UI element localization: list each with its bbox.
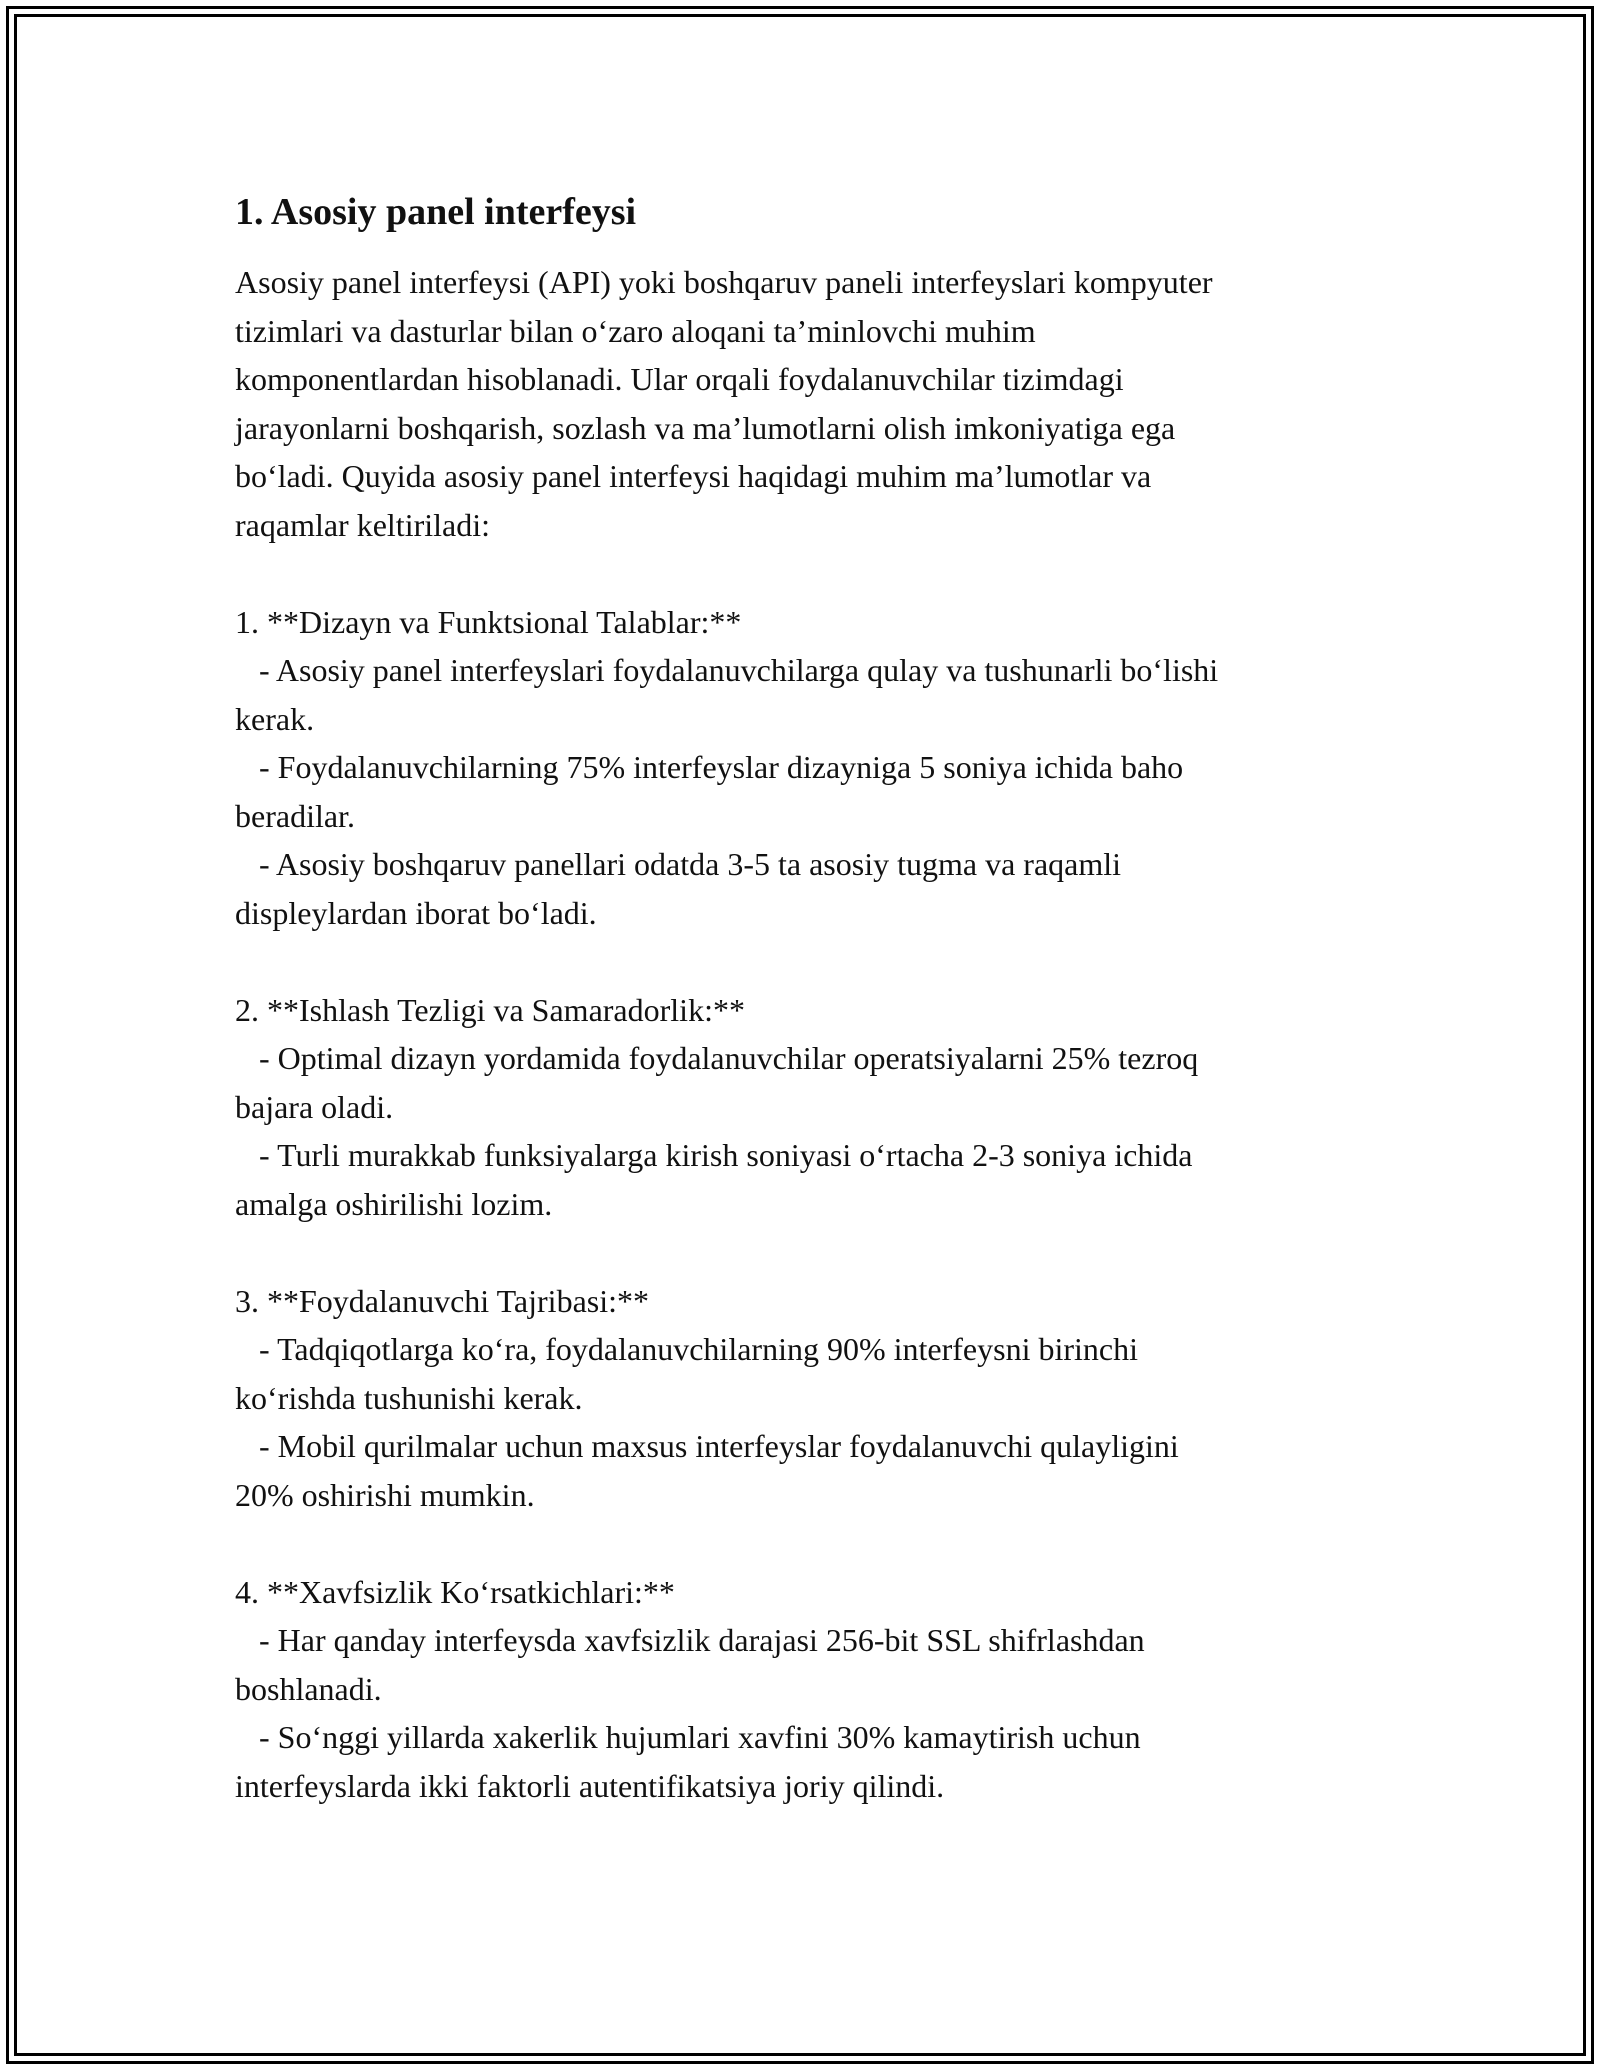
intro-line: bo‘ladi. Quyida asosiy panel interfeysi haqidagi muhim ma’lumotlar va <box>235 458 1152 494</box>
intro-line: tizimlari va dasturlar bilan o‘zaro aloqani ta’minlovchi muhim <box>235 312 1036 349</box>
section-heading: 2. **Ishlash Tezligi va Samaradorlik:** <box>235 991 745 1028</box>
section-heading: 4. **Xavfsizlik Ko‘rsatkichlari:** <box>235 1573 675 1610</box>
document-body <box>235 188 1375 1810</box>
section-line: - Foydalanuvchilarning 75% interfeyslar dizayniga 5 soniya ichida baho <box>235 749 1184 785</box>
section-line: bajara oladi. <box>235 1088 394 1125</box>
intro-line: raqamlar keltiriladi: <box>235 506 490 543</box>
section-user-experience <box>235 1277 1375 1520</box>
intro-line: Asosiy panel interfeysi (API) yoki boshqaruv paneli interfeyslari kompyuter <box>235 264 1213 300</box>
section-line: 20% oshirishi mumkin. <box>235 1476 535 1513</box>
section-line: ko‘rishda tushunishi kerak. <box>235 1379 583 1416</box>
section-line: - Asosiy panel interfeyslari foydalanuvchilarga qulay va tushunarli bo‘lishi <box>235 652 1219 688</box>
spacer <box>235 937 1375 986</box>
section-line: - So‘nggi yillarda xakerlik hujumlari xavfini 30% kamaytirish uchun <box>235 1719 1141 1755</box>
section-design-requirements <box>235 598 1375 938</box>
section-line: amalga oshirilishi lozim. <box>235 1185 553 1222</box>
section-line: - Tadqiqotlarga ko‘ra, foydalanuvchilarning 90% interfeysni birinchi <box>235 1331 1138 1367</box>
spacer <box>235 1228 1375 1277</box>
intro-line: komponentlardan hisoblanadi. Ular orqali foydalanuvchilar tizimdagi <box>235 361 1124 397</box>
intro-line: jarayonlarni boshqarish, sozlash va ma’lumotlarni olish imkoniyatiga ega <box>235 409 1176 446</box>
section-line: - Har qanday interfeysda xavfsizlik darajasi 256-bit SSL shifrlashdan <box>235 1622 1145 1658</box>
section-line: displeylardan iborat bo‘ladi. <box>235 894 597 931</box>
intro-paragraph <box>235 258 1375 549</box>
section-line: boshlanadi. <box>235 1670 382 1707</box>
section-line: - Mobil qurilmalar uchun maxsus interfeyslar foydalanuvchi qulayligini <box>235 1428 1179 1464</box>
section-line: beradilar. <box>235 797 355 834</box>
spacer <box>235 549 1375 598</box>
section-line: interfeyslarda ikki faktorli autentifikatsiya joriy qilindi. <box>235 1767 945 1804</box>
section-line: kerak. <box>235 700 315 737</box>
section-heading: 1. **Dizayn va Funktsional Talablar:** <box>235 603 742 640</box>
section-line: - Optimal dizayn yordamida foydalanuvchilar operatsiyalarni 25% tezroq <box>235 1040 1199 1076</box>
document-title: 1. Asosiy panel interfeysi <box>235 191 637 233</box>
section-performance <box>235 986 1375 1229</box>
spacer <box>235 1519 1375 1568</box>
section-heading: 3. **Foydalanuvchi Tajribasi:** <box>235 1282 649 1319</box>
section-line: - Asosiy boshqaruv panellari odatda 3-5 ta asosiy tugma va raqamli <box>235 846 1122 882</box>
section-security <box>235 1568 1375 1811</box>
section-line: - Turli murakkab funksiyalarga kirish soniyasi o‘rtacha 2-3 soniya ichida <box>235 1137 1193 1173</box>
